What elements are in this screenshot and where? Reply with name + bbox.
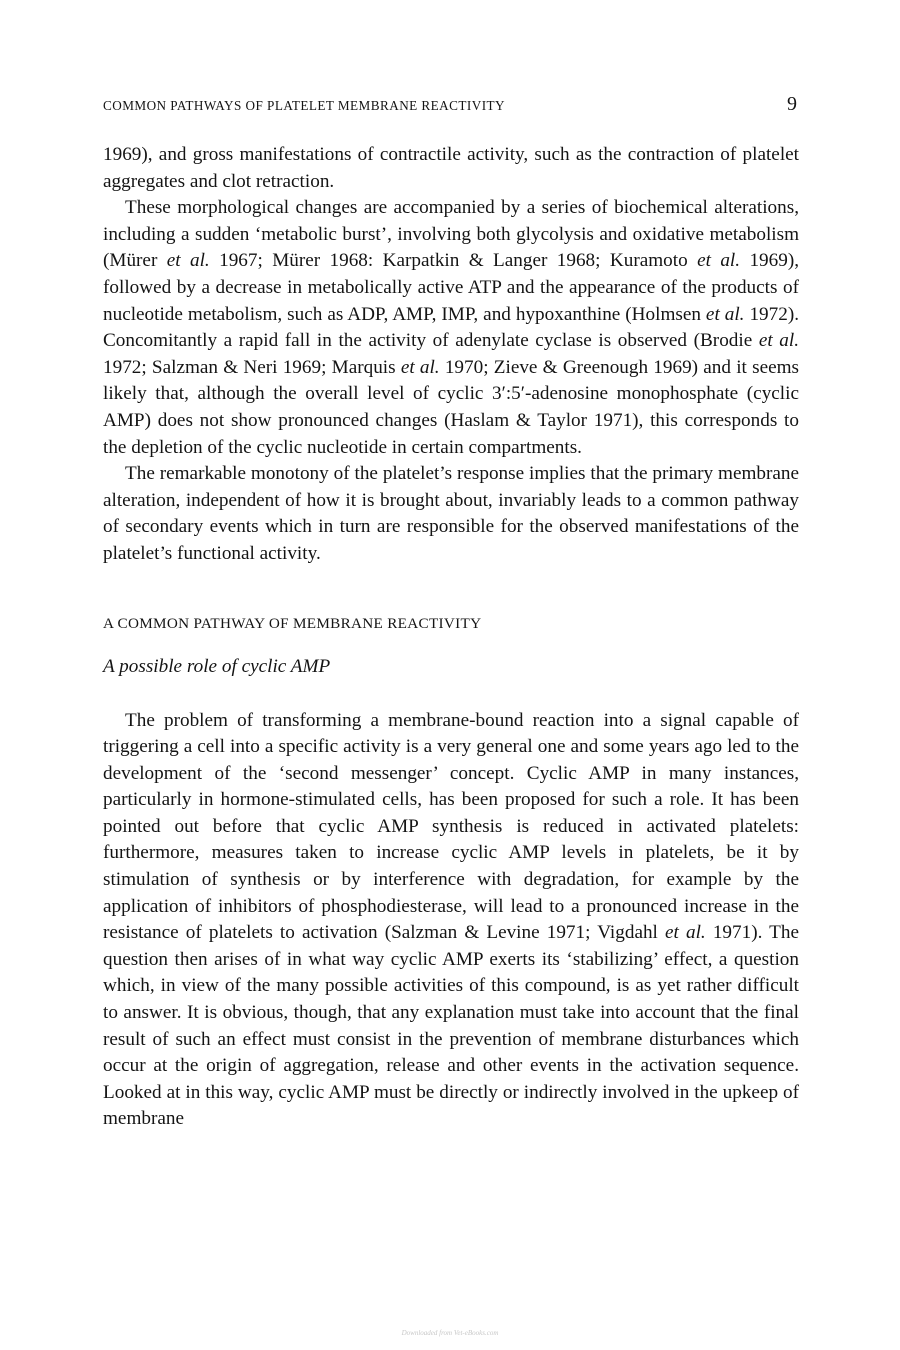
paragraph-biochemical-alterations xyxy=(103,195,799,461)
subsection-heading: A possible role of cyclic AMP xyxy=(103,655,331,677)
text-span: 1972; Salzman & Neri 1969; Marquis xyxy=(103,356,401,378)
text-span: 1970; Zieve & Greenough 1969) and it seems likely that, although the overall level of cyclic 3′:5′-adenosine monophosphate (cyclic AMP) does not show pronounced changes (Haslam & Taylor 1971), this corresponds to the depletion of the cyclic nucleotide in certain compartments. xyxy=(103,356,799,458)
et-al: et al. xyxy=(697,250,741,272)
et-al: et al. xyxy=(400,356,440,378)
running-head xyxy=(103,92,799,120)
paragraph-continuation: 1969), and gross manifestations of contractile activity, such as the contraction of platelet aggregates and clot retraction. xyxy=(103,144,799,192)
paragraph-monotony: The remarkable monotony of the platelet’s response implies that the primary membrane alteration, independent of how it is brought about, invariably leads to a common pathway of secondary events which in turn are responsible for the observed manifestations of the platelet’s functional activity. xyxy=(103,463,799,564)
text-span: 1972). Concomitantly a rapid fall in the activity of adenylate cyclase is observed (Brodie xyxy=(103,303,800,352)
et-al: et al. xyxy=(166,250,210,272)
section-heading: A COMMON PATHWAY OF MEMBRANE REACTIVITY xyxy=(103,614,482,632)
text-span: 1971). The question then arises of in what way cyclic AMP exerts its ‘stabilizing’ effect, a question which, in view of the many possible activities of this compound, is as yet rather difficult to answer. It is obvious, though, that any explanation must take into account that the final result of such an effect must consist in the prevention of membrane disturbances which occur at the origin of aggregation, release and other events in the activation sequence. Looked at in this way, cyclic AMP must be directly or indirectly involved in the upkeep of membrane xyxy=(103,922,800,1130)
page-number: 9 xyxy=(787,93,797,115)
text-span: The problem of transforming a membrane-bound reaction into a signal capable of triggering a cell into a specific activity is a very general one and some years ago led to the development of the ‘second messenger’ concept. Cyclic AMP in many instances, particularly in hormone-stimulated cells, has been proposed for such a role. It has been pointed out before that cyclic AMP synthesis is reduced in activated platelets: furthermore, measures taken to increase cyclic AMP levels in platelets, be it by stimulation of synthesis or by interference with degradation, for example by the application of inhibitors of phosphodiesterase, will lead to a pronounced increase in the resistance of platelets to activation (Salzman & Levine 1971; Vigdahl xyxy=(103,709,799,944)
et-al: et al. xyxy=(705,303,745,325)
et-al: et al. xyxy=(758,330,799,352)
running-title: COMMON PATHWAYS OF PLATELET MEMBRANE REACTIVITY xyxy=(103,98,506,113)
text-span: 1969), followed by a decrease in metabolically active ATP and the appearance of the products of nucleotide metabolism, such as ADP, AMP, IMP, and hypoxanthine (Holmsen xyxy=(103,250,799,325)
et-al: et al. xyxy=(665,922,706,944)
text-span: These morphological changes are accompanied by a series of biochemical alterations, including a sudden ‘metabolic burst’, involving both glycolysis and oxidative metabolism (Mürer xyxy=(103,197,799,272)
page xyxy=(103,92,799,1133)
text-span: 1967; Mürer 1968: Karpatkin & Langer 1968; Kuramoto xyxy=(209,250,698,272)
paragraph-second-messenger xyxy=(103,708,799,1134)
download-watermark: Downloaded from Vet-eBooks.com xyxy=(401,1329,499,1337)
